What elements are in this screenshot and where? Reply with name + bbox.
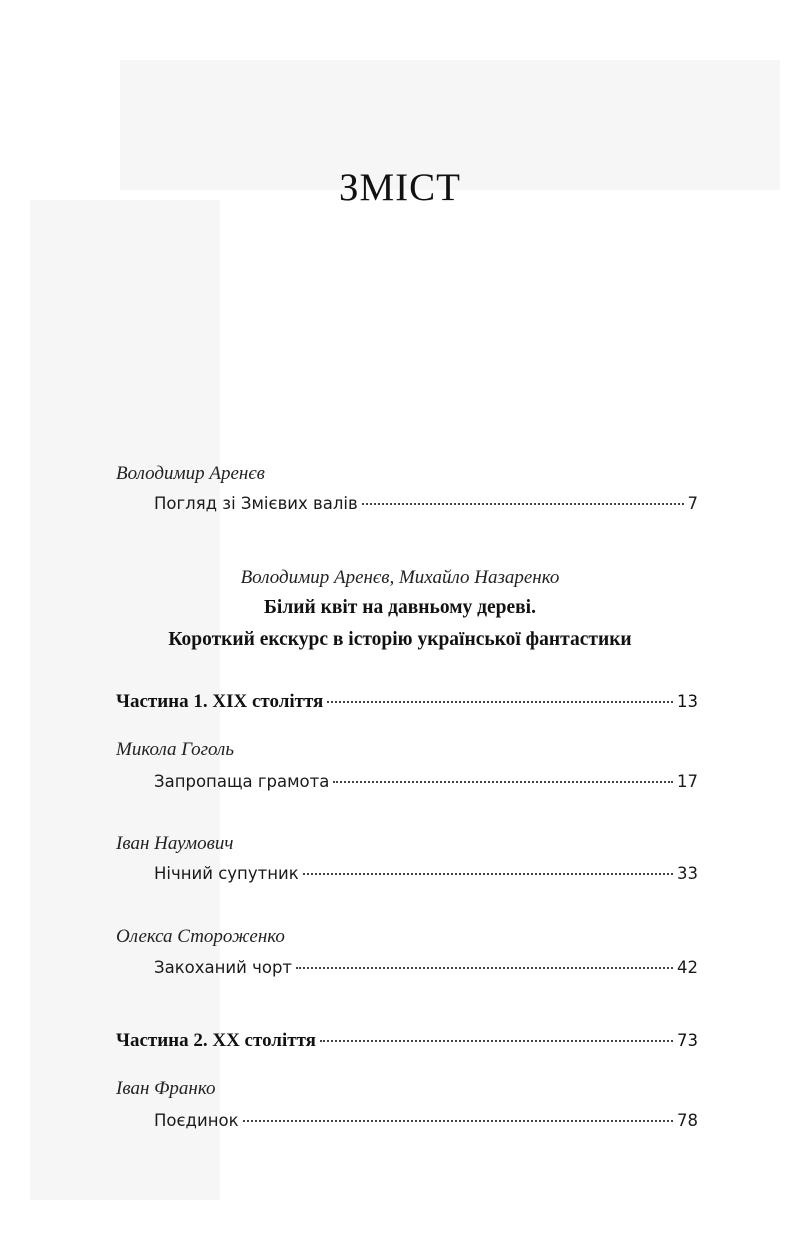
toc-entry-title: Поєдинок [154, 1111, 239, 1130]
essay-title-line-2: Короткий екскурс в історію української фантастики [168, 629, 632, 650]
toc-page-number: 78 [677, 1111, 698, 1130]
toc-entry[interactable] [154, 864, 698, 883]
toc-author: Іван Франко [116, 1078, 216, 1099]
toc-author: Іван Наумович [116, 833, 234, 854]
toc-entry-title: Закоханий чорт [154, 958, 293, 977]
dot-leader [362, 503, 684, 505]
dot-leader [333, 781, 673, 783]
toc-entry-title: Нічний супутник [154, 864, 299, 883]
toc-page-number: 13 [677, 692, 698, 711]
toc-part-title: Частина 1. XIX століття [116, 691, 324, 712]
toc-part-title: Частина 2. XX століття [116, 1030, 316, 1051]
dot-leader [303, 873, 673, 875]
toc-entry[interactable] [154, 772, 698, 791]
essay-authors: Володимир Аренєв, Михайло Назаренко [240, 567, 560, 588]
page-title: ЗМІСТ [338, 166, 462, 209]
toc-author: Володимир Аренєв [116, 463, 265, 484]
toc-page-number: 17 [677, 772, 698, 791]
dot-leader [296, 967, 673, 969]
toc-page-number: 33 [677, 864, 698, 883]
toc-page-number: 73 [677, 1031, 698, 1050]
toc-part-entry[interactable] [116, 691, 698, 713]
toc-part-entry[interactable] [116, 1030, 698, 1052]
toc-page-number: 42 [677, 958, 698, 977]
essay-title-line-1: Білий квіт на давньому дереві. [264, 597, 536, 618]
dot-leader [243, 1120, 673, 1122]
toc-entry[interactable] [154, 1111, 698, 1130]
toc-entry[interactable] [154, 494, 698, 513]
toc-author: Олекса Стороженко [116, 926, 285, 947]
toc-page-number: 7 [687, 494, 698, 513]
dot-leader [327, 701, 673, 703]
toc-author: Микола Гоголь [116, 739, 234, 760]
toc-entry-title: Погляд зі Змієвих валів [154, 494, 358, 513]
toc-entry[interactable] [154, 958, 698, 977]
dot-leader [320, 1040, 673, 1042]
toc-entry-title: Запропаща грамота [154, 772, 330, 791]
